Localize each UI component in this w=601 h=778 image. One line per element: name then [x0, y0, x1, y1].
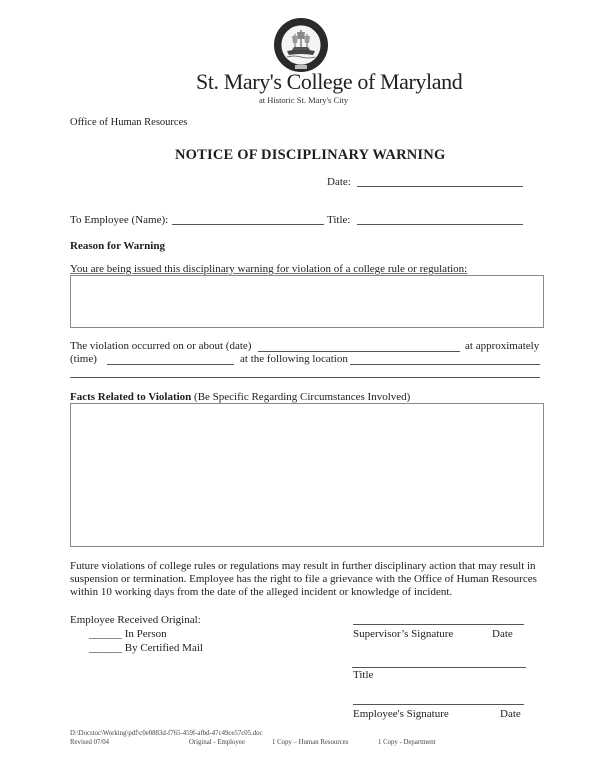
receipt-blank[interactable]: ______ [89, 642, 122, 654]
receipt-heading: Employee Received Original: [70, 614, 201, 626]
receipt-option-in-person[interactable] [89, 628, 167, 640]
notice-line-1: Future violations of college rules or regulations may result in further disciplinary action that may result in [70, 560, 536, 572]
supervisor-date-label: Date [492, 628, 513, 640]
employee-date-label: Date [500, 708, 521, 720]
notice-line-2: suspension or termination. Employee has the right to file a grievance with the Office of Human Resources [70, 573, 537, 585]
facts-heading-bold: Facts Related to Violation [70, 391, 192, 403]
facts-heading-note: (Be Specific Regarding Circumstances Involved) [194, 391, 411, 403]
violation-time-label: (time) [70, 353, 97, 365]
college-seal-icon [273, 17, 329, 73]
college-name: St. Mary's College of Maryland [196, 69, 463, 94]
footer-copy-original: Original - Employee [189, 739, 245, 746]
facts-textbox[interactable] [70, 403, 544, 547]
employee-name-field[interactable] [172, 224, 324, 225]
footer-file-path: D:\Docstoc\Working\pdf\c0e0883d-f765-459f-afbd-47c49ce57c05.doc [70, 730, 263, 737]
reason-textbox[interactable] [70, 275, 544, 328]
employee-signature-field[interactable] [353, 704, 524, 705]
violation-location-field[interactable] [350, 364, 540, 365]
violation-date-text: The violation occurred on or about (date) [70, 340, 252, 352]
date-field[interactable] [357, 186, 523, 187]
title-field[interactable] [357, 224, 523, 225]
violation-location-field-line2[interactable] [70, 377, 540, 378]
employee-signature-label: Employee's Signature [353, 708, 449, 720]
violation-location-text: at the following location [240, 353, 348, 365]
title-signature-field[interactable] [352, 667, 526, 668]
receipt-label: By Certified Mail [124, 642, 203, 654]
footer-revised: Revised 07/04 [70, 739, 110, 746]
college-subtitle: at Historic St. Mary's City [259, 95, 349, 105]
notice-line-3: within 10 working days from the date of the alleged incident or knowledge of incident. [70, 586, 453, 598]
page-title: NOTICE OF DISCIPLINARY WARNING [175, 147, 446, 163]
signature-title-label: Title [353, 669, 374, 681]
facts-heading [70, 391, 410, 403]
receipt-option-certified-mail[interactable] [89, 642, 203, 654]
footer-copy-dept: 1 Copy - Department [378, 739, 436, 746]
violation-date-field[interactable] [258, 351, 460, 352]
receipt-blank[interactable]: ______ [89, 628, 122, 640]
date-label: Date: [327, 176, 351, 188]
footer-copy-hr: 1 Copy – Human Resources [272, 739, 349, 746]
supervisor-signature-label: Supervisor’s Signature [353, 628, 454, 640]
employee-name-label: To Employee (Name): [70, 214, 169, 226]
violation-time-field[interactable] [107, 364, 234, 365]
reason-heading: Reason for Warning [70, 240, 165, 252]
reason-instruction: You are being issued this disciplinary warning for violation of a college rule or regulation: [70, 263, 468, 275]
receipt-label: In Person [124, 628, 167, 640]
title-label: Title: [327, 214, 351, 226]
supervisor-signature-field[interactable] [353, 624, 524, 625]
violation-approx-text: at approximately [465, 340, 540, 352]
office-name: Office of Human Resources [70, 117, 188, 128]
